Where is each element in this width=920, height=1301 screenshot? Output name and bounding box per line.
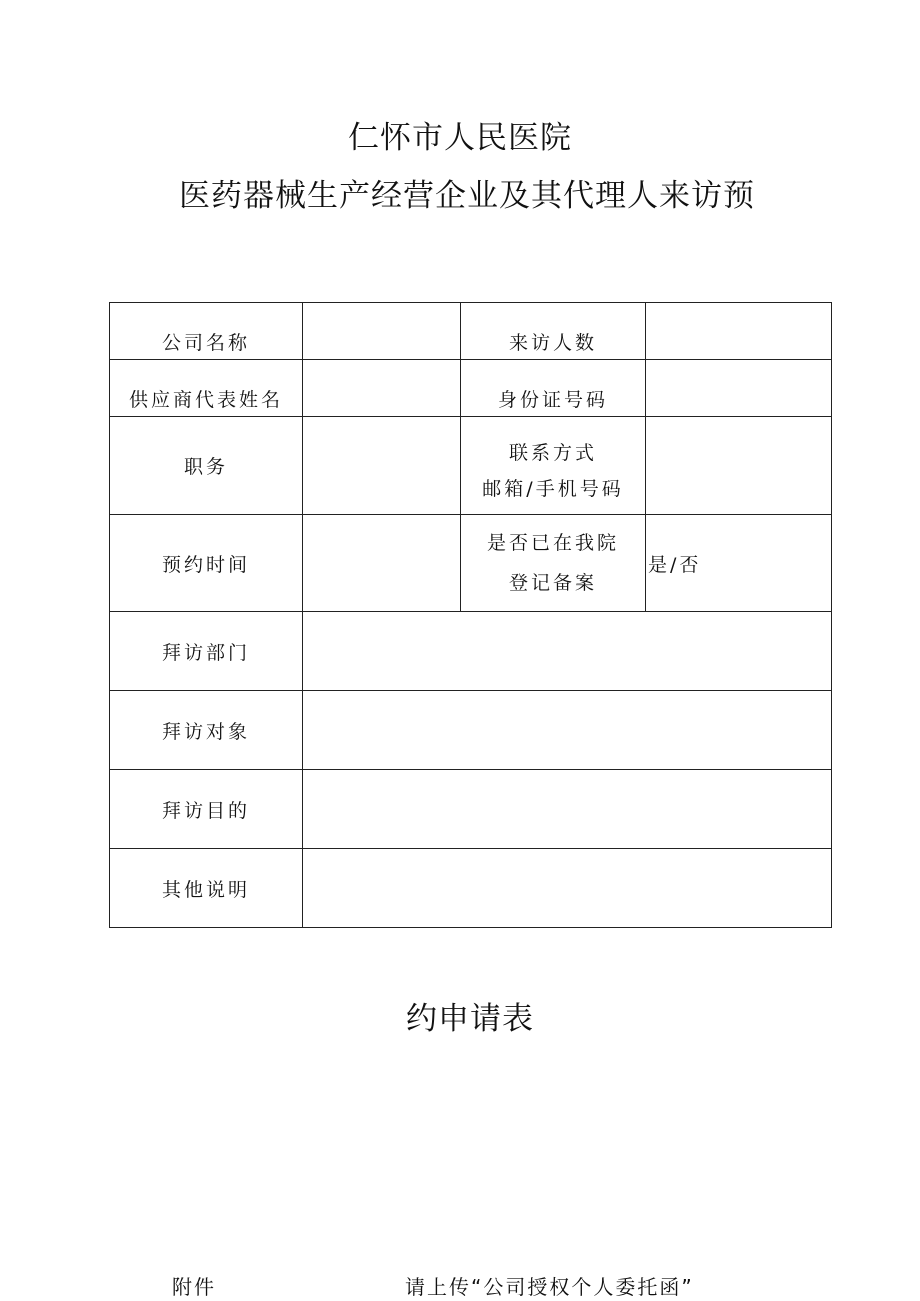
form-row-appointment xyxy=(110,515,832,612)
visit-target-label: 拜访对象 xyxy=(110,691,303,770)
form-title-line2: 约申请表 xyxy=(406,1001,534,1037)
form-row-company xyxy=(110,303,832,360)
visit-target-field[interactable] xyxy=(303,691,832,770)
position-field[interactable] xyxy=(303,417,461,515)
contact-label-line1: 联系方式 xyxy=(508,441,597,464)
other-notes-field[interactable] xyxy=(303,849,832,928)
registered-label-line2: 登记备案 xyxy=(508,572,597,594)
hospital-name-title: 仁怀市人民医院 xyxy=(348,120,572,156)
registered-label xyxy=(461,515,646,612)
form-row-visit-target xyxy=(110,691,832,770)
position-label: 职务 xyxy=(110,417,303,515)
appointment-form-table xyxy=(109,302,832,928)
attachment-label: 附件 xyxy=(172,1275,216,1299)
form-row-visit-purpose xyxy=(110,770,832,849)
company-name-field[interactable] xyxy=(303,303,461,360)
company-name-label: 公司名称 xyxy=(110,303,303,360)
representative-name-label: 供应商代表姓名 xyxy=(110,360,303,417)
contact-field[interactable] xyxy=(646,417,832,515)
visit-purpose-label: 拜访目的 xyxy=(110,770,303,849)
visitor-count-label: 来访人数 xyxy=(461,303,646,360)
visit-purpose-field[interactable] xyxy=(303,770,832,849)
visitor-count-field[interactable] xyxy=(646,303,832,360)
id-number-field[interactable] xyxy=(646,360,832,417)
contact-label-line2: 邮箱/手机号码 xyxy=(482,477,624,500)
form-row-representative xyxy=(110,360,832,417)
attachment-note: 请上传“公司授权个人委托函” xyxy=(405,1275,694,1299)
appointment-time-field[interactable] xyxy=(303,515,461,612)
appointment-time-label: 预约时间 xyxy=(110,515,303,612)
department-label: 拜访部门 xyxy=(110,612,303,691)
form-row-other-notes xyxy=(110,849,832,928)
id-number-label: 身份证号码 xyxy=(461,360,646,417)
registered-value[interactable]: 是/否 xyxy=(646,515,832,612)
form-row-position xyxy=(110,417,832,515)
representative-name-field[interactable] xyxy=(303,360,461,417)
form-row-department xyxy=(110,612,832,691)
other-notes-label: 其他说明 xyxy=(110,849,303,928)
registered-label-line1: 是否已在我院 xyxy=(486,532,619,554)
department-field[interactable] xyxy=(303,612,832,691)
form-title-line1: 医药器械生产经营企业及其代理人来访预 xyxy=(179,178,755,214)
contact-label xyxy=(461,417,646,515)
